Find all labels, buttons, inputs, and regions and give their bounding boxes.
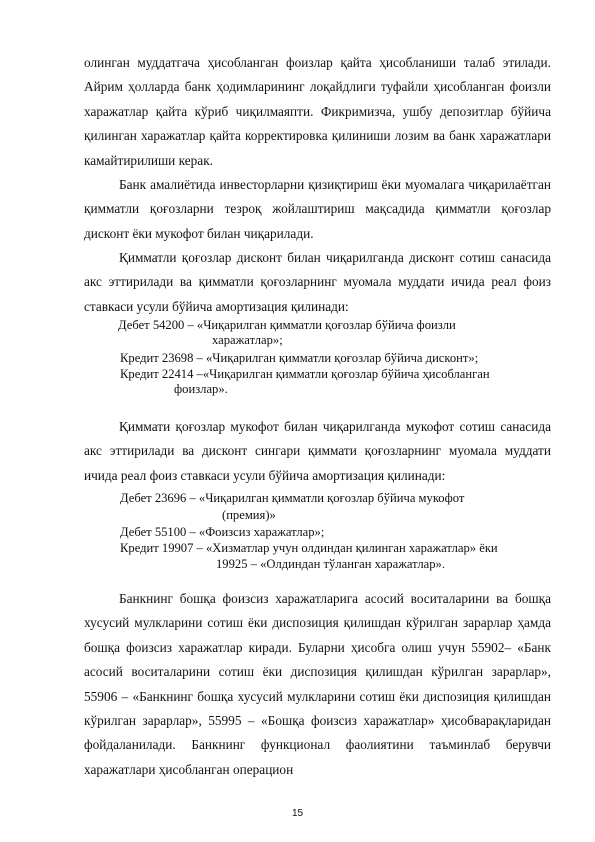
- page-number: 15: [291, 808, 304, 819]
- entry-credit-19925: 19925 – «Олдиндан тўланган харажатлар».: [216, 557, 445, 571]
- paragraph-discount-amortization: Қимматли қоғозлар дисконт билан чиқарилганда дисконт сотиш санасида акс эттирилади ва қимматли қоғозларнинг муомала муддати ичида реал фоиз ставкаси усули бўйича амортизация қилинади:: [84, 250, 551, 314]
- paragraph-deposit-interest: олинган муддатгача ҳисобланган фоизлар қайта ҳисобланиши талаб этилади. Айрим ҳолларда банк ҳодимларининг лоқайдлиги туфайли ҳисобланган фоизли харажатлар қайта кўриб чиқилмаяпти. Фикримизча, ушбу депозитлар бўйича қилинган харажатлар қайта корректировка қилиниши лозим ва банк харажатлари камайтирилиши керак.: [84, 55, 551, 168]
- entry-debit-23696-cont: (премия)»: [222, 508, 276, 522]
- paragraph-securities-issue: Банк амалиётида инвесторларни қизиқтириш ёки муомалага чиқарилаётган қимматли қоғозларни тезроқ жойлаштириш мақсадида қимматли қоғозлар дисконт ёки мукофот билан чиқарилади.: [84, 177, 551, 241]
- entry-debit-55100: Дебет 55100 – «Фоизсиз харажатлар»;: [120, 525, 325, 539]
- entry-credit-23698: Кредит 23698 – «Чиқарилган қимматли қоғозлар бўйича дисконт»;: [120, 351, 479, 365]
- entry-credit-19907: Кредит 19907 – «Хизматлар учун олдиндан қилинган харажатлар» ёки: [120, 541, 498, 555]
- entry-debit-23696: Дебет 23696 – «Чиқарилган қимматли қоғозлар бўйича мукофот: [120, 491, 465, 505]
- entry-credit-22414-cont: фоизлар».: [174, 382, 228, 396]
- entry-debit-54200: Дебет 54200 – «Чиқарилган қимматли қоғозлар бўйича фоизли: [118, 318, 456, 332]
- entry-credit-22414: Кредит 22414 –«Чиқарилган қимматли қоғозлар бўйича ҳисобланган: [120, 367, 490, 381]
- paragraph-premium-amortization: Қиммати қоғозлар мукофот билан чиқарилганда мукофот сотиш санасида акс эттирилади ва дисконт сингари қиммати қоғозларнинг муомала муддати ичида реал фоиз ставкаси усули бўйича амортизация қилинади:: [84, 419, 551, 483]
- entry-debit-54200-cont: харажатлар»;: [212, 333, 283, 347]
- paragraph-other-expenses: Банкнинг бошқа фоизсиз харажатларига асосий воситаларини ва бошқа хусусий мулкларини сотиш ёки диспозиция қилишдан кўрилган зарарлар ҳамда бошқа фоизсиз харажатлар киради. Буларни ҳисобга олиш учун 55902– «Банк асосий воситаларини сотиш ёки диспозиция қилишдан кўрилган зарарлар», 55906 – «Банкнинг бошқа хусусий мулкларини сотиш ёки диспозиция қилишдан кўрилган зарарлар», 55995 – «Бошқа фоизсиз харажатлар» ҳисобварақларидан фойдаланилади. Банкнинг функционал фаолиятини таъминлаб берувчи харажатлари ҳисобланган операцион: [84, 591, 551, 777]
